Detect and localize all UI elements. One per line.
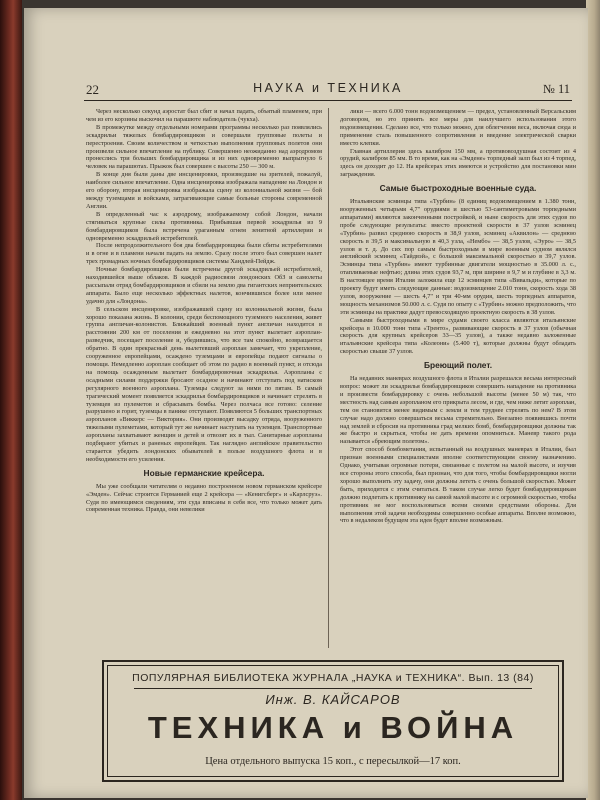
- book-spine-edge: [0, 0, 22, 800]
- paragraph: На недавних маневрах воздушного флота в Италии разрешался весьма интересный вопрос: может ли эскадрилья бомбардировщиков совершить нападение на противника и произвести бомбардировку с очень небольшой высоты (менее 50 м) так, что местность над самым аэропланом его прикрыта лесом, и где, чем ниже летит аэроплан, тем он становится менее видимым с земли и тем труднее стрелять по нем? В этом случае надо должно совершаться весьма стремительно. Внезапно появившись почти над землей и сбросив на противника град мелких бомб, бомбардировщики должны так же быстро и скрыться, чтобы не дать времени опомниться. Маневр такого рода называется «бреющим полетом».: [340, 375, 576, 446]
- ad-author: Инж. В. КАЙСАРОВ: [265, 692, 401, 707]
- magazine-page: [24, 8, 588, 798]
- paragraph: В сельском инсценировке, изображавшей сцену из колониальной жизни, была хорошо показана жизнь. В колонии, среди беспомощного туземного населения, живет группа англичан-колонистов. Ближайший военный пункт англичан находится в расстоянии 200 км от поселения и ежедневно на этот пункт вылетает аэроплан-разведчик, посещает поселение и, убедившись, что все там спокойно, возвращается обратно. В один прекрасный день вылетевший аэроплан замечает, что укрепление, сооруженное европейцами, осаждено туземцами и европейцы подают сигналы о помощи. Немедленно аэроплан сообщает об этом по радио в военный пункт, и отсюда на помощь осажденным вылетает бомбардировочная эскадрилья. Аэропланы с осадными силами поддержки бросают осадное и начинают отступать под натиском регулярного военного аэроплана. Туземцы следуют за ними по пятам. В самый трагический момент появляется эскадрилья бомбардировщиков и начинает стрелять в туземцев из пулеметов и сбрасывать бомбы. Через полчаса все готово: селение разрушено и горит, туземцы в панике отступают. Появляются 5 больших транспортных аэропланов «Виккерс — Виктория». Они производят высадку отряда, вооруженного тяжелыми пулеметами, который тут же начинает наступать на туземцев. Транспортные аэропланы захватывают женщин и детей и отвозят их в тыл. Санитарные аэропланы подбирают убитых и раненых европейцев. Так наглядно английское правительство старается убедить лондонских обывателей в пользе воздушного флота и в необходимости его усиления.: [86, 305, 322, 463]
- ad-price: Цена отдельного выпуска 15 коп., с пересылкой—17 коп.: [205, 756, 461, 767]
- paragraph: Самыми быстроходными в мире судами своего класса являются итальянские крейсера в 10.000 тонн типа «Тренто», развивающие скорость в 37 узлов (обычная скорость для крупных крейсеров 33—35 узлов), а также недавно заложенные итальянские крейсера типа «Колеони» (5.400 т), которые должны будут обладать скоростью свыше 37 узлов.: [340, 316, 576, 356]
- paragraph: После непродолжительного боя два бомбардировщика были сбиты истребителями и в огне и в пламени начали падать на землю. Сразу после этого был совершен налет трех громадных ночных бомбардировщиков системы Хандлей-Пейдж.: [86, 242, 322, 266]
- left-column: [86, 108, 322, 653]
- book-advertisement: [102, 660, 564, 782]
- section-heading: Самые быстроходные военные суда.: [379, 183, 537, 194]
- paragraph: Главная артиллерия здесь калибром 150 мм, а противовоздушная состоит из 4 орудий, калибром 85 мм. В то время, как на «Эмдене» торпедный залп был из 4 торпед, здесь он доходит до 12. На крейсерах этих имеются и устройство для постановки мин заграждения.: [340, 147, 576, 179]
- ad-book-title: ТЕХНИКА и ВОЙНА: [147, 710, 519, 745]
- issue-number: № 11: [542, 82, 570, 96]
- paragraph: Мы уже сообщали читателям о недавно построенном новом германском крейсере «Эмден». Сейчас строится Германией еще 2 крейсера — «Кенигсберг» и «Карлсруэ». Судя по имеющимся сведениям, эти суда вписаны в себя все, что только может дать современная техника. Правда, они невелики: [86, 482, 322, 514]
- page-number: 22: [86, 82, 99, 97]
- right-column: [340, 108, 576, 653]
- page-header: [84, 80, 572, 101]
- book-page-edges: [586, 0, 600, 800]
- paragraph: Ночные бомбардировщики были встречены другой эскадрильей истребителей, находившейся выше облаков. В каждой радиосвязи лондонских ОбЗ и самолеты рассыпали отряд бомбардировщиков и сбили на землю два гигантских неприятельских аппарата. Было еще несколько эффектных налетов, кончившихся более или менее удачно для «Лондона».: [86, 266, 322, 305]
- journal-title: НАУКА и ТЕХНИКА: [253, 81, 403, 95]
- paragraph: В определенный час к аэродрому, изображаемому собой Лондон, начали стягиваться крупные силы противника. Прибывшая первой эскадрилья из 9 бомбардировщиков была встречена ураганным огнем зенитной артиллерии и одновременно эскадрильей истребителей.: [86, 210, 322, 242]
- section-heading: Новые германские крейсера.: [143, 467, 265, 478]
- paragraph: Через несколько секунд аэростат был сбит и начал падать, объятый пламенем, при чем из его корзины выскочил на парашюте наблюдатель (чукха).: [86, 108, 322, 123]
- paragraph: лики — всего 6.000 тонн водоизмещением — предел, установленный Версальским договором, но это принять все меры для наилучшего использования этого водоизмещения. Сделано все, что только можно, для облегчения веса, включая сюда и применение сталь повышенного сопротивления и введение электрической сварки вместо клепки.: [340, 108, 576, 147]
- paragraph: Этот способ бомбометания, испытанный на воздушных маневрах в Италии, был признан военными специалистами вполне соответствующим своему назначению. Однако, учитывая огромные потери, связанные с полетом на малой высоте, и изучив все стороны этого способа, был признан, что для того, чтобы бомбардировщики могли хорошо выполнить эту задачу, они должны лететь с очень большой скоростью. Может быть, приходится с этим считаться. В таком случае легко будет бомбардировщикам должно подлетать к противнику на самой малой высоте и с огромной скоростью, чтобы противник не мог воспользоваться всеми своими средствами обороны. Для выполнения этой задачи необходимы совершенно особые аппараты. Вполне возможно, что в недалеком будущем эта идея будет вполне возможным.: [340, 446, 576, 525]
- column-divider: [328, 108, 329, 648]
- paragraph: В промежутке между отдельными номерами программы несколько раз появлялись эскадрильи тяжелых бомбардировщиков и совершали групповые полеты и перестроения. Своим количеством и четкостью выполнения групповых полетов они произвели сильное впечатление на публику. Совершенно неожиданно над аэродромом пронеслись три больших бомбардировщика и из них одновременно выпрыгнуло 6 человек на парашютах. Прыжок был совершен с высоты 250 — 300 м.: [86, 123, 322, 171]
- paragraph: Итальянские эсминцы типа «Турбин» (8 единиц водоизмещением в 1.380 тонн, вооруженных четырьмя 4,7" орудиями и шестью 53-сантиметровыми торпедными аппаратами) являются законченными постройкой, и ныне скорость для этих судов по пробе следующие результаты: вместо проектной скорости в 37 узлов эсминец «Турбин» развил среднюю скорость в 38,9 узлов, эсминец «Аквилон» — среднюю скорость в 39,5 и максимальную в 40,3 узла, «Нембо» — 38,5 узлов, «Эуро» — 38,5 узлов и т. д. До сих пор самым быстроходным в мире военным судном являлся английский эсминец «Тайдвэй», с большой максимальной скоростью в 39,7 узлов. Эсминцы типа «Турбин» имеют турбинные двигатели мощностью в 35.000 л. с., отапливаемые нефтью; длина этих судов 93,7 м, при ширине в 9,7 м и глубине в 3,3 м. В настоящее время Италия заложила еще 12 эсминцев типа «Вивальди», которые по проекту будут иметь следующие данные: водоизмещение 2.010 тонн, скорость хода 38 узлов, вооружение — шесть 4,7" и три 40-мм орудия, шесть торпедных аппаратов, мощность механизмов 50.000 л. с. Судя по опыту с «Турбин» можно предположить, что эти эсминцы на практике дадут превосходящую проектную скорость в 38 узлов.: [340, 198, 576, 316]
- ad-library-line: ПОПУЛЯРНАЯ БИБЛИОТЕКА ЖУРНАЛА „НАУКА и ТЕХНИКА“. Вып. 13 (84): [132, 672, 534, 684]
- section-heading: Бреющий полет.: [423, 360, 493, 371]
- paragraph: В конце дня были даны две инсценировки, произведшие на зрителей, пожалуй, наиболее сильное впечатление. Одна инсценировка изображала нападение на Лондон и его оборону, вторая инсценировка изображала сцену из колониальной жизни — бой между туземцами и войсками, затрагивающие самые больные стороны современной Англии.: [86, 171, 322, 210]
- ad-rule: [134, 688, 532, 689]
